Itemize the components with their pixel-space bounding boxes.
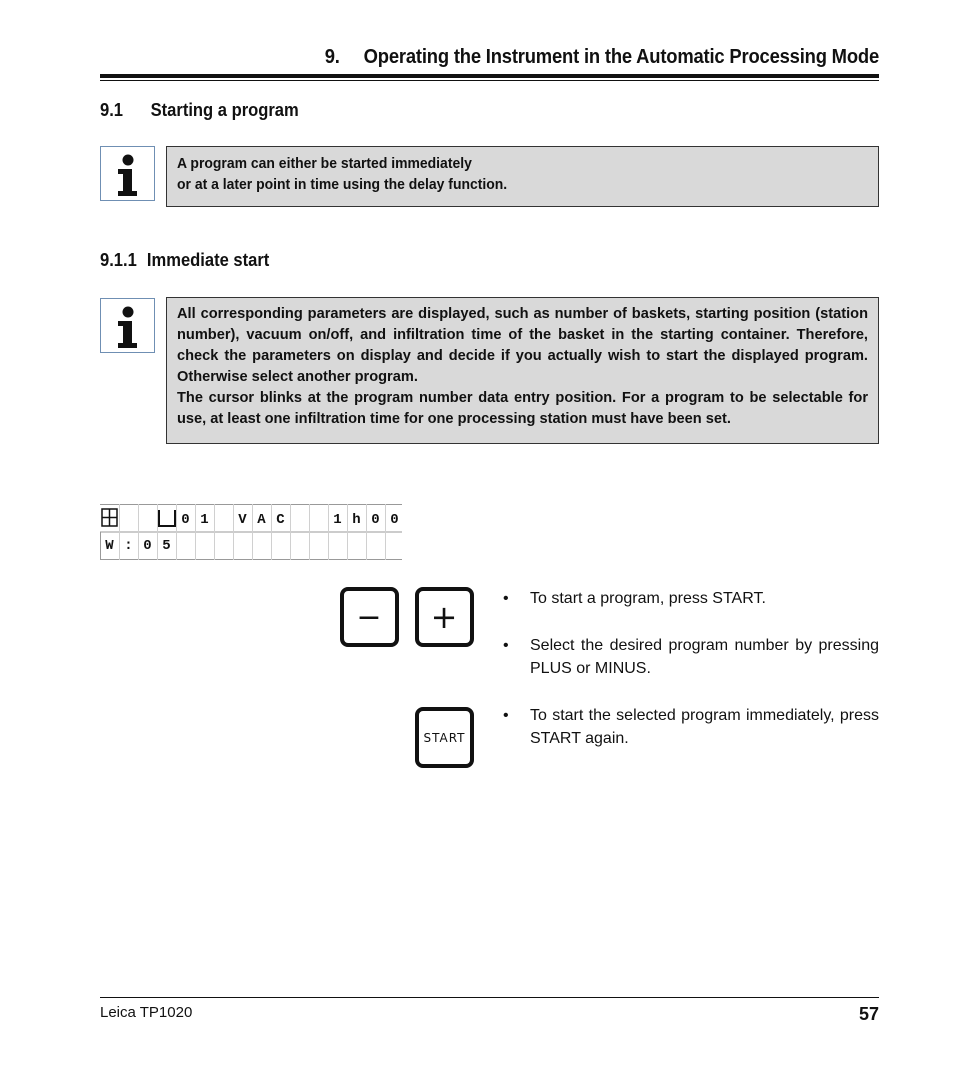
bullet-dot: •: [503, 707, 509, 724]
lcd-display: [100, 504, 402, 559]
lcd-char: 1: [200, 512, 209, 528]
lcd-char: 0: [390, 512, 399, 528]
header-rule: [100, 74, 879, 78]
footer-product: Leica TP1020: [100, 1004, 193, 1021]
section-heading-9-1-1: [100, 250, 269, 271]
lcd-char: V: [238, 512, 247, 528]
header-rule-thin: [100, 80, 879, 81]
info-line-2: or at a later point in time using the delay function.: [177, 176, 508, 193]
bullet-dot: •: [503, 637, 509, 654]
minus-key[interactable]: [340, 587, 399, 647]
lcd-char: A: [257, 512, 266, 528]
start-key[interactable]: [415, 707, 474, 768]
minus-key-label: −: [356, 599, 383, 635]
info-paragraph-2: The cursor blinks at the program number data entry position. For a program to be selectable for use, at least one infiltration time for one processing station must have been set.: [177, 390, 868, 427]
section-title: Starting a program: [150, 100, 299, 120]
footer-rule: [100, 997, 879, 998]
lcd-char: 1: [333, 512, 342, 528]
lcd-char: W: [105, 538, 114, 554]
info-icon: [100, 298, 155, 353]
section-title: Immediate start: [146, 250, 270, 270]
info-box-immediate-start: [166, 297, 879, 444]
info-paragraph-1: All corresponding parameters are displayed, such as number of baskets, starting position (station number), vacuum on/off, and infiltration time of the basket in the starting container. Therefore, check the parameters on display and decide if you actually wish to start the displayed program. Otherwise select another program.: [177, 306, 868, 385]
instruction-text: To start the selected program immediately, press START again.: [530, 707, 879, 747]
chapter-title: [162, 46, 879, 69]
chapter-title-text: Operating the Instrument in the Automatic Processing Mode: [363, 46, 879, 68]
lcd-char: :: [124, 538, 133, 554]
plus-key-label: +: [430, 598, 459, 636]
info-icon: [100, 146, 155, 201]
start-key-label: START: [423, 730, 466, 745]
section-heading-9-1: [100, 100, 299, 121]
lcd-char: 5: [162, 538, 171, 554]
info-line-1: A program can either be started immediately: [177, 155, 472, 172]
lcd-char: 0: [181, 512, 190, 528]
instruction-text: To start a program, press START.: [530, 590, 766, 607]
section-number: 9.1.1: [100, 250, 137, 270]
container-icon: [159, 510, 175, 526]
chapter-number: 9.: [324, 46, 340, 68]
info-box-start-options: [166, 146, 879, 207]
section-number: 9.1: [100, 100, 124, 120]
lcd-char: h: [352, 512, 361, 528]
bullet-dot: •: [503, 590, 509, 607]
lcd-char: C: [276, 512, 285, 528]
lcd-char: 0: [371, 512, 380, 528]
basket-grid-icon: [102, 509, 117, 526]
page-number: 57: [858, 1004, 879, 1024]
lcd-char: 0: [143, 538, 152, 554]
instruction-text: Select the desired program number by pressing PLUS or MINUS.: [530, 637, 879, 677]
plus-key[interactable]: [415, 587, 474, 647]
